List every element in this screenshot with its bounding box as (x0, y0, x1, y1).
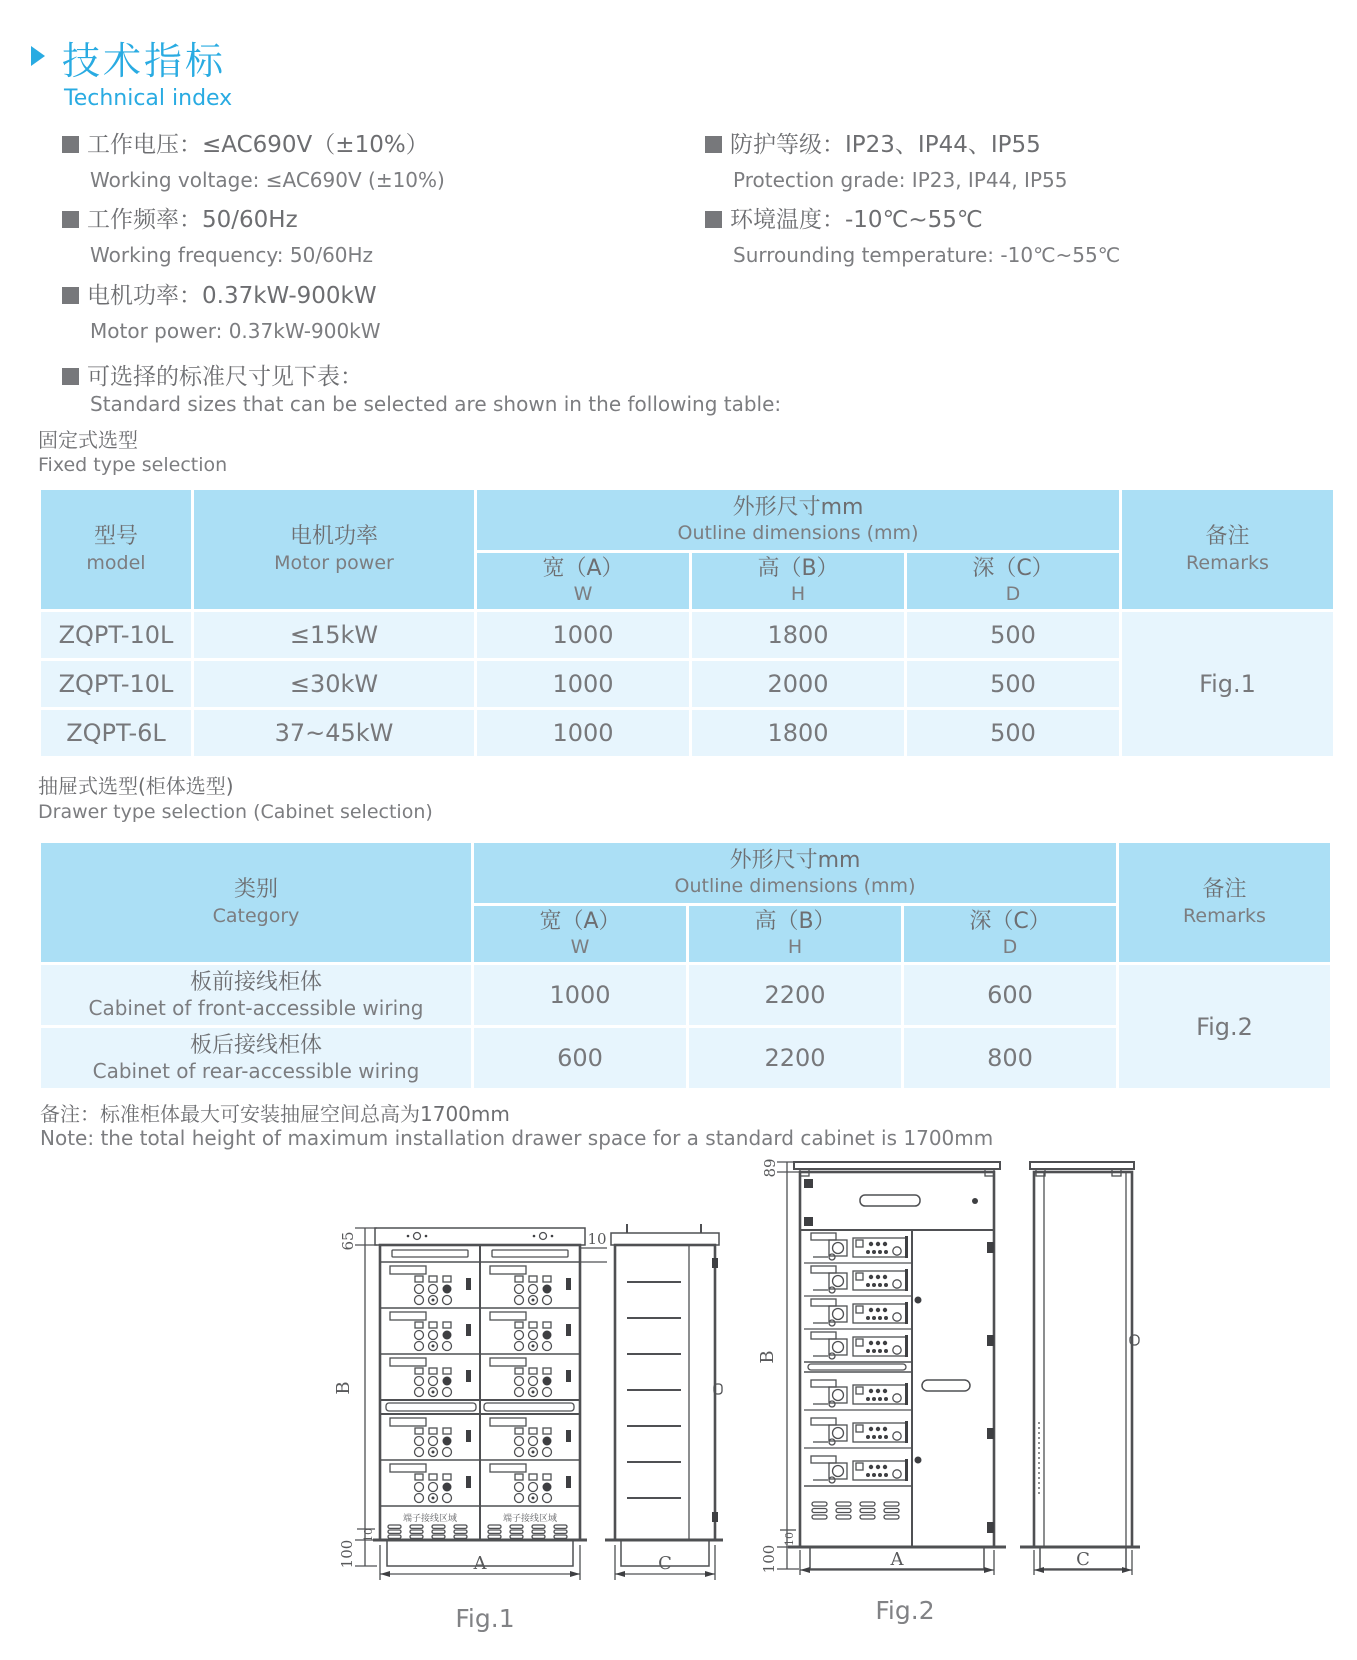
header-depth-zh: 深（C） (972, 555, 1054, 581)
header-height-zh: 高（B） (754, 908, 836, 934)
fig1-drawing (325, 1188, 755, 1643)
fig1-terminal-area-label: 端子接线区域 (402, 1514, 458, 1524)
spec-motor-power-en: Motor power: 0.37kW-900kW (90, 319, 381, 343)
spec-protection-grade-en: Protection grade: IP23, IP44, IP55 (733, 168, 1068, 192)
header-model-en: model (86, 551, 146, 574)
header-remarks-zh: 备注 (1205, 524, 1250, 550)
header-category-en: Category (212, 904, 300, 927)
fig1-dim-width-label: A (473, 1553, 487, 1574)
header-motor-power-en: Motor power (274, 551, 394, 574)
cell-depth: 600 (904, 965, 1116, 1025)
spec-table-intro-en: Standard sizes that can be selected are shown in the following table: (90, 392, 782, 416)
fixed-selection-title-zh: 固定式选型 (38, 428, 138, 452)
cell-depth: 500 (907, 661, 1119, 707)
fig1-side-view (605, 1224, 723, 1566)
cell-depth: 500 (907, 612, 1119, 658)
cell-power: 37~45kW (194, 710, 474, 756)
spec-protection-grade-zh: 防护等级：IP23、IP44、IP55 (730, 132, 1041, 158)
header-height-zh: 高（B） (757, 555, 839, 581)
drawer-table-header-outline (474, 843, 1116, 903)
drawer-selection-title-zh: 抽屉式选型(柜体选型) (38, 774, 234, 798)
header-outline-en: Outline dimensions (mm) (677, 522, 919, 545)
fig2-drawing (742, 1122, 1142, 1592)
header-width-en: W (573, 583, 593, 606)
spec-protection-grade (705, 126, 1041, 159)
cell-remarks-fig1: Fig.1 (1122, 612, 1333, 756)
cell-model: ZQPT-6L (41, 710, 191, 756)
spec-surrounding-temperature-zh: 环境温度：-10℃~55℃ (730, 207, 983, 233)
fig1-dim-panel-label: 10 (587, 1230, 607, 1248)
header-depth-en: D (1002, 936, 1018, 959)
fig1-terminal-area-label: 端子接线区域 (502, 1514, 558, 1524)
header-width-zh: 宽（A） (539, 908, 621, 934)
page-title-zh: 技术指标 (62, 39, 227, 83)
spec-working-frequency (62, 201, 298, 234)
spec-motor-power (62, 277, 377, 310)
cell-height: 1800 (692, 612, 904, 658)
fig2-front-view (788, 1162, 1006, 1569)
cell-height: 2000 (692, 661, 904, 707)
spec-working-frequency-zh: 工作频率：50/60Hz (87, 207, 298, 233)
cell-width: 1000 (477, 710, 689, 756)
spec-surrounding-temperature (705, 201, 983, 234)
fig1-dim-base-label: 100 (338, 1539, 356, 1569)
header-outline-en: Outline dimensions (mm) (674, 875, 916, 898)
fixed-table-header-outline (477, 490, 1119, 550)
cell-depth: 800 (904, 1028, 1116, 1088)
cell-height: 2200 (689, 965, 901, 1025)
spec-table-intro-zh: 可选择的标准尺寸见下表： (87, 364, 363, 390)
header-width-en: W (570, 936, 590, 959)
spec-motor-power-zh: 电机功率：0.37kW-900kW (87, 283, 377, 309)
spec-surrounding-temperature-en: Surrounding temperature: -10℃~55℃ (733, 243, 1121, 267)
fig2-dimensions-left (757, 1158, 799, 1573)
header-model-zh: 型号 (93, 524, 138, 550)
cell-remarks-fig2: Fig.2 (1119, 965, 1330, 1088)
header-depth-zh: 深（C） (969, 908, 1051, 934)
header-outline-zh: 外形尺寸mm (732, 494, 864, 520)
bullet-square-icon (705, 136, 722, 153)
fig1-dim-top-label: 65 (339, 1231, 357, 1251)
cell-category-zh: 板后接线柜体 (189, 1032, 322, 1058)
fixed-table-header-width (477, 553, 689, 609)
bullet-square-icon (62, 287, 79, 304)
fig2-dim-depth (1034, 1549, 1132, 1575)
fixed-table-header-height (692, 553, 904, 609)
spec-working-voltage (62, 126, 429, 159)
cell-category-en: Cabinet of front-accessible wiring (88, 996, 424, 1021)
fig1-dim-width (380, 1545, 580, 1580)
fixed-type-table (38, 487, 1336, 759)
fixed-selection-title-en: Fixed type selection (38, 454, 228, 476)
drawer-table-header-category (41, 843, 471, 962)
spec-working-frequency-en: Working frequency: 50/60Hz (90, 243, 374, 267)
header-motor-power-zh: 电机功率 (289, 524, 378, 550)
drawer-table-header-remarks (1119, 843, 1330, 962)
cell-depth: 500 (907, 710, 1119, 756)
header-remarks-zh: 备注 (1202, 877, 1247, 903)
fig2-dim-width-label: A (890, 1549, 904, 1570)
header-outline-zh: 外形尺寸mm (729, 847, 861, 873)
fig1-front-view (373, 1228, 587, 1566)
bullet-square-icon (62, 211, 79, 228)
fig2-side-view (1020, 1162, 1140, 1569)
bullet-square-icon (62, 368, 79, 385)
note-en: Note: the total height of maximum installation drawer space for a standard cabinet is 1700mm (40, 1126, 994, 1150)
fig1-dim-vent-label: 10 (362, 1528, 375, 1542)
fig1-dim-depth-label: C (658, 1553, 672, 1574)
header-remarks-en: Remarks (1183, 904, 1266, 927)
cell-category (41, 965, 471, 1025)
header-remarks-en: Remarks (1186, 551, 1269, 574)
fixed-table-header-motor-power (194, 490, 474, 609)
drawer-table-header-height (689, 906, 901, 962)
fig2-dim-top-label: 89 (761, 1158, 779, 1178)
bullet-square-icon (705, 211, 722, 228)
cell-model: ZQPT-10L (41, 661, 191, 707)
fig2-dim-depth-label: C (1076, 1549, 1090, 1570)
cell-width: 1000 (477, 661, 689, 707)
fig1-dim-depth (615, 1545, 715, 1580)
header-category-zh: 类别 (233, 877, 278, 903)
cell-category-zh: 板前接线柜体 (189, 969, 322, 995)
spec-working-voltage-en: Working voltage: ≤AC690V (±10%) (90, 168, 445, 192)
fig1-caption: Fig.1 (455, 1604, 515, 1633)
cell-model: ZQPT-10L (41, 612, 191, 658)
fig2-caption: Fig.2 (875, 1596, 935, 1625)
fig2-dim-width (800, 1549, 994, 1575)
cell-height: 2200 (689, 1028, 901, 1088)
cell-category (41, 1028, 471, 1088)
cell-power: ≤15kW (194, 612, 474, 658)
header-height-en: H (790, 583, 806, 606)
spec-table-intro (62, 358, 363, 391)
page-title-en: Technical index (64, 86, 233, 111)
cell-category-en: Cabinet of rear-accessible wiring (92, 1059, 420, 1084)
header-width-zh: 宽（A） (542, 555, 624, 581)
cell-height: 1800 (692, 710, 904, 756)
table-row (41, 965, 1330, 1025)
table-row (41, 612, 1333, 658)
fixed-table-header-model (41, 490, 191, 609)
cell-power: ≤30kW (194, 661, 474, 707)
fig2-dim-height-label: B (757, 1350, 778, 1364)
note-zh: 备注：标准柜体最大可安装抽屉空间总高为1700mm (40, 1102, 510, 1126)
fig2-dim-base-label: 100 (760, 1544, 778, 1574)
fixed-table-header-remarks (1122, 490, 1333, 609)
fig1-dim-height-label: B (333, 1381, 354, 1395)
section-arrow-icon (31, 46, 45, 66)
header-depth-en: D (1005, 583, 1021, 606)
header-height-en: H (787, 936, 803, 959)
fig2-dim-vent-label: 10 (783, 1532, 796, 1546)
drawer-table-header-depth (904, 906, 1116, 962)
cell-width: 1000 (474, 965, 686, 1025)
drawer-type-table (38, 840, 1333, 1091)
fixed-table-header-depth (907, 553, 1119, 609)
drawer-selection-title-en: Drawer type selection (Cabinet selection) (38, 801, 433, 823)
bullet-square-icon (62, 136, 79, 153)
cell-width: 600 (474, 1028, 686, 1088)
spec-working-voltage-zh: 工作电压：≤AC690V（±10%） (87, 132, 429, 158)
fig1-dimensions-left (333, 1228, 377, 1568)
drawer-table-header-width (474, 906, 686, 962)
cell-width: 1000 (477, 612, 689, 658)
